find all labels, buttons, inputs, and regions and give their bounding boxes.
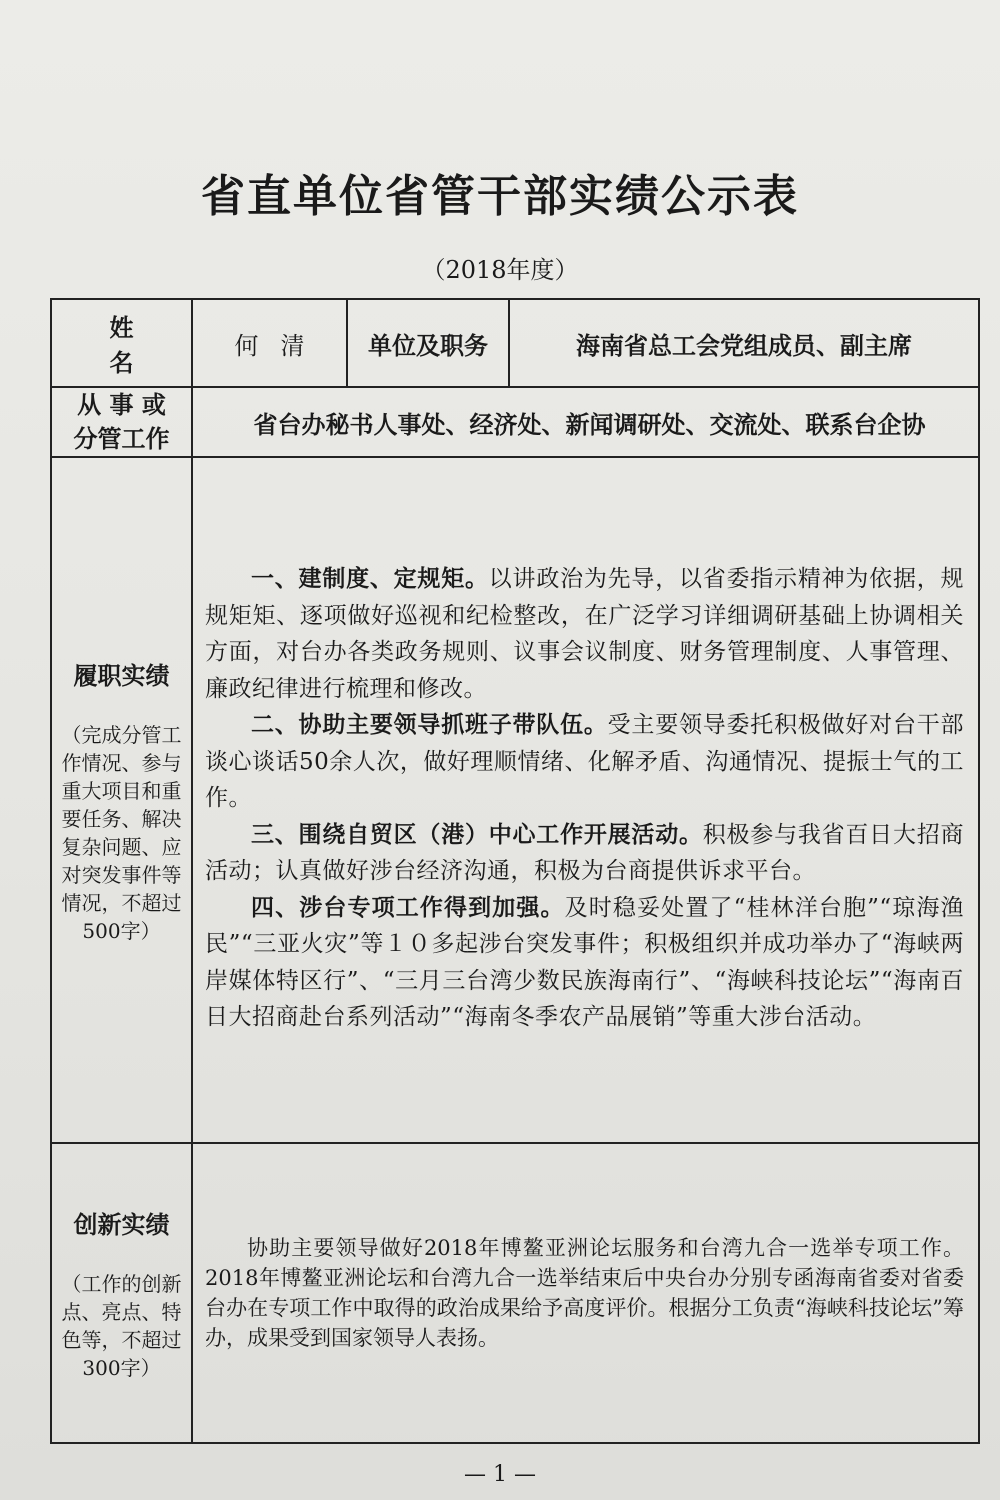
disclosure-table xyxy=(50,298,980,1444)
name-label: 姓 名 xyxy=(51,299,192,387)
page-number: — 1 — xyxy=(464,1462,536,1487)
performance-label: 履职实绩 xyxy=(73,660,170,690)
performance-item xyxy=(205,817,964,890)
duties-label-line1: 从 事 或 xyxy=(77,390,166,419)
performance-item-text: 以讲政治为先导，以省委指示精神为依据，规规矩矩、逐项做好巡视和纪检整改，在广泛学习详细调研基础上协调相关方面，对台办各类政务规则、议事会议制度、财务管理制度、人事管理、廉政纪律进行梳理和修改。 xyxy=(205,566,965,702)
innovation-content xyxy=(192,1143,979,1443)
document-title: 省直单位省管干部实绩公示表 xyxy=(201,171,799,222)
table-row-name xyxy=(51,299,979,387)
performance-item xyxy=(205,561,964,707)
innovation-label-cell xyxy=(51,1143,192,1443)
table-row-duties xyxy=(51,387,979,457)
performance-label-cell xyxy=(51,457,192,1143)
duties-label xyxy=(51,387,192,457)
performance-item-text: 及时稳妥处置了“桂林洋台胞”“琼海渔民”“三亚火灾”等１０多起涉台突发事件；积极组织并成功举办了“海峡两岸媒体特区行”、“三月三台湾少数民族海南行”、“海峡科技论坛”“海南百日大招商赴台系列活动”“海南冬季农产品展销”等重大涉台活动。 xyxy=(205,894,964,1030)
position-value: 海南省总工会党组成员、副主席 xyxy=(509,299,979,387)
performance-item-heading: 一、建制度、定规矩。 xyxy=(251,565,489,592)
performance-content xyxy=(192,457,979,1143)
duties-label-line2: 分管工作 xyxy=(73,424,170,453)
performance-item-heading: 四、涉台专项工作得到加强。 xyxy=(251,893,565,921)
performance-item-heading: 三、围绕自贸区（港）中心工作开展活动。 xyxy=(251,820,703,848)
table-row-innovation xyxy=(51,1143,979,1443)
performance-item-text: 受主要领导委托积极做好对台干部谈心谈话50余人次，做好理顺情绪、化解矛盾、沟通情况、提振士气的工作。 xyxy=(205,712,965,811)
innovation-text: 协助主要领导做好2018年博鳌亚洲论坛服务和台湾九合一选举专项工作。2018年博鳌亚洲论坛和台湾九合一选举结束后中央台办分别专函海南省委对省委台办在专项工作中取得的政治成果给予高度评价。根据分工负责“海峡科技论坛”筹办，成果受到国家领导人表扬。 xyxy=(205,1236,964,1350)
table-row-performance xyxy=(51,457,979,1143)
position-label: 单位及职务 xyxy=(347,299,509,387)
duties-value: 省台办秘书人事处、经济处、新闻调研处、交流处、联系台企协 xyxy=(192,387,979,457)
innovation-label: 创新实绩 xyxy=(73,1209,170,1239)
performance-item-heading: 二、协助主要领导抓班子带队伍。 xyxy=(251,711,608,738)
performance-item xyxy=(205,890,964,1036)
performance-note: （完成分管工作情况、参与重大项目和重要任务、解决复杂问题、应对突发事件等情况，不超过500字） xyxy=(61,722,182,943)
document-year: （2018年度） xyxy=(421,256,579,284)
performance-item-text: 积极参与我省百日大招商活动；认真做好涉台经济沟通，积极为台商提供诉求平台。 xyxy=(205,821,965,884)
innovation-note: （工作的创新点、亮点、特色等，不超过300字） xyxy=(61,1271,182,1380)
performance-item xyxy=(205,707,964,817)
name-value: 何清 xyxy=(192,299,347,387)
